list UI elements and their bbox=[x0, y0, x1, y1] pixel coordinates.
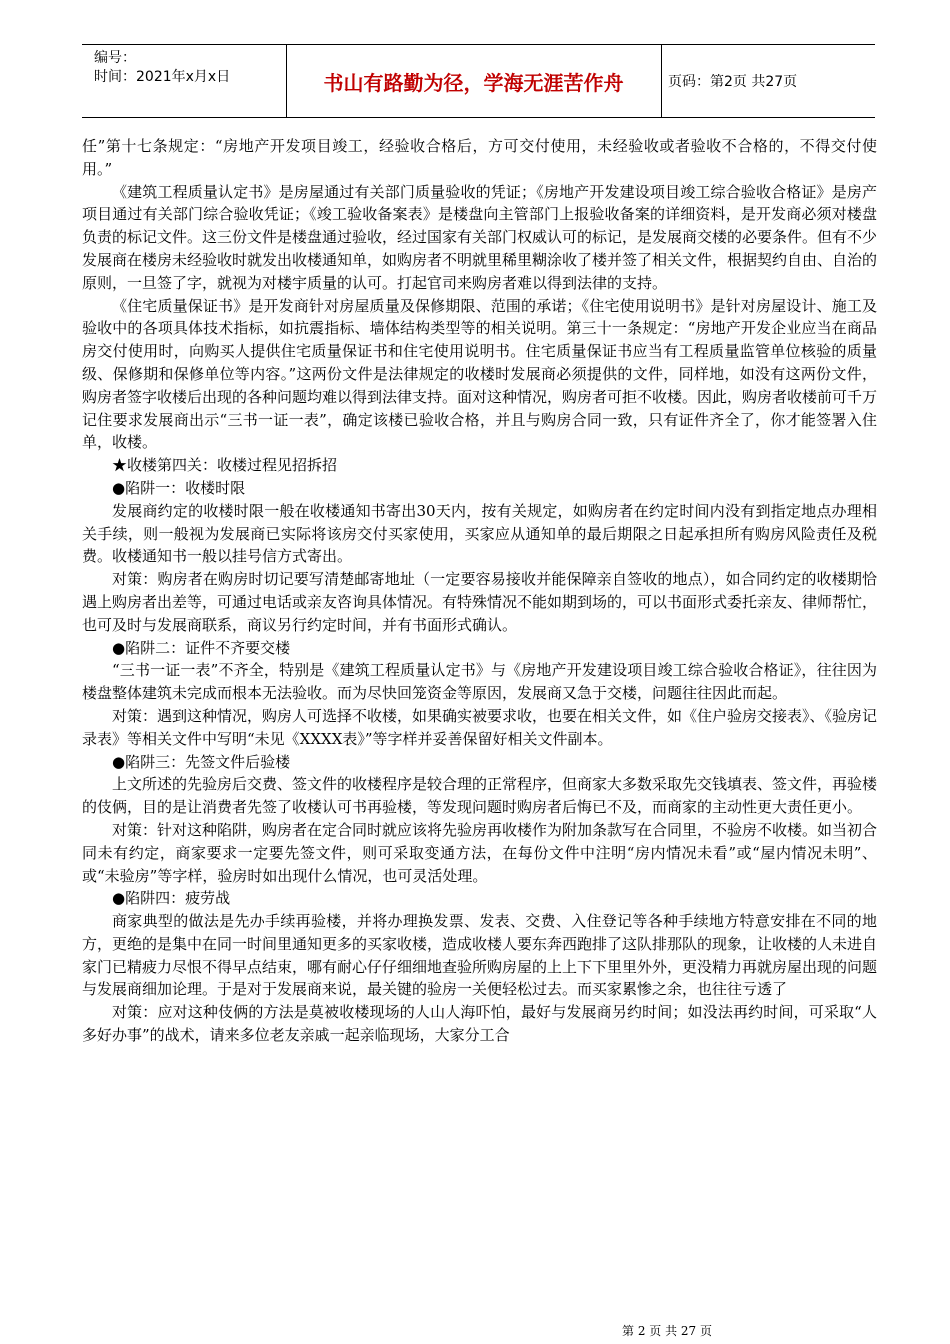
header-meta bbox=[94, 49, 230, 87]
section-heading: ★收楼第四关：收楼过程见招拆招 bbox=[112, 456, 338, 475]
document-body bbox=[82, 135, 877, 1047]
countermeasure-paragraph: 对策：应对这种伎俩的方法是莫被收楼现场的人山人海吓怕，最好与发展商另约时间；如没法再约时间，可采取“人多好办事”的战术，请来多位老友亲戚一起亲临现场，大家分工合 bbox=[82, 1003, 877, 1045]
header-page-number: 页码：第2页 共27页 bbox=[668, 74, 798, 90]
document-time-label: 时间：2021年x月x日 bbox=[94, 69, 231, 85]
countermeasure-paragraph: 对策：遇到这种情况，购房人可选择不收楼，如果确实被要求收，也要在相关文件，如《住户验房交接表》、《验房记录表》等相关文件中写明“未见《XXXX表》”等字样并妥善保留好相关文件副本。 bbox=[82, 706, 878, 748]
body-paragraph: 上文所述的先验房后交费、签文件的收楼程序是较合理的正常程序，但商家大多数采取先交钱填表、签文件，再验楼的伎俩，目的是让消费者先签了收楼认可书再验楼，等发现问题时购房者后悔已不及，而商家的主动性更大责任更小。 bbox=[82, 775, 878, 817]
trap-heading: ●陷阱四：疲劳战 bbox=[112, 889, 231, 908]
header-motto: 书山有路勤为径，学海无涯苦作舟 bbox=[323, 70, 624, 95]
body-paragraph: 《建筑工程质量认定书》是房屋通过有关部门质量验收的凭证；《房地产开发建设项目竣工综合验收合格证》是房产项目通过有关部门综合验收凭证；《竣工验收备案表》是楼盘向主管部门上报验收备案的详细资料，是开发商必须对楼盘负责的标记文件。这三份文件是楼盘通过验收，经过国家有关部门权威认可的标记，是发展商交楼的必要条件。但有不少发展商在楼房未经验收时就发出收楼通知单，如购房者不明就里稀里糊涂收了楼并签了相关文件，根据契约自由、自治的原则，一旦签了字，就视为对楼宇质量的认可。打起官司来购房者难以得到法律的支持。 bbox=[82, 182, 878, 292]
page-header bbox=[82, 44, 875, 118]
body-paragraph: 任”第十七条规定：“房地产开发项目竣工，经验收合格后，方可交付使用，未经验收或者验收不合格的，不得交付使用。” bbox=[82, 137, 877, 178]
body-paragraph: 商家典型的做法是先办手续再验楼，并将办理换发票、发表、交费、入住登记等各种手续地方特意安排在不同的地方，更绝的是集中在同一时间里通知更多的买家收楼，造成收楼人要东奔西跑排了这队排那队的现象，让收楼的人未进自家门已精疲力尽恨不得早点结束，哪有耐心仔仔细细地查验所购房屋的上上下下里里外外，更没精力再就房屋出现的问题与发展商细加论理。于是对于发展商来说，最关键的验房一关便轻松过去。而买家累惨之余，也往往亏透了 bbox=[82, 912, 878, 999]
body-paragraph: “三书一证一表”不齐全，特别是《建筑工程质量认定书》与《房地产开发建设项目竣工综合验收合格证》，往往因为楼盘整体建筑未完成而根本无法验收。而为尽快回笼资金等原因，发展商又急于交楼，问题往往因此而起。 bbox=[82, 661, 877, 703]
page-footer: 第 2 页 共 27 页 bbox=[622, 1324, 712, 1338]
trap-heading: ●陷阱一：收楼时限 bbox=[112, 478, 246, 497]
countermeasure-paragraph: 对策：针对这种陷阱，购房者在定合同时就应该将先验房再收楼作为附加条款写在合同里，不验房不收楼。如当初合同未有约定，商家要求一定要先签文件，则可采取变通方法，在每份文件中注明“房内情况未看”或“屋内情况未明”、或“未验房”等字样，验房时如出现什么情况，也可灵活处理。 bbox=[82, 820, 878, 885]
trap-heading: ●陷阱三：先签文件后验楼 bbox=[112, 752, 291, 771]
header-divider-right bbox=[661, 44, 662, 118]
body-paragraph: 《住宅质量保证书》是开发商针对房屋质量及保修期限、范围的承诺；《住宅使用说明书》是针对房屋设计、施工及验收中的各项具体技术指标，如抗震指标、墙体结构类型等的相关说明。第三十一条规定：“房地产开发企业应当在商品房交付使用时，向购买人提供住宅质量保证书和住宅使用说明书。住宅质量保证书应当有工程质量监管单位核验的质量级、保修期和保修单位等内容。”这两份文件是法律规定的收楼时发展商必须提供的文件，同样地，如没有这两份文件，购房者签字收楼后出现的各种问题均难以得到法律支持。面对这种情况，购房者可拒不收楼。因此，购房者收楼前可千万记住要求发展商出示“三书一证一表”，确定该楼已验收合格，并且与购房合同一致，只有证件齐全了，你才能签署入住单，收楼。 bbox=[82, 296, 878, 452]
countermeasure-paragraph: 对策：购房者在购房时切记要写清楚邮寄地址（一定要容易接收并能保障亲自签收的地点），如合同约定的收楼期恰遇上购房者出差等，可通过电话或亲友咨询具体情况。有特殊情况不能如期到场的，可以书面形式委托亲友、律师帮忙，也可及时与发展商联系，商议另行约定时间，并有书面形式确认。 bbox=[82, 570, 878, 634]
document-number-label: 编号： bbox=[94, 50, 136, 66]
body-paragraph: 发展商约定的收楼时限一般在收楼通知书寄出30天内，按有关规定，如购房者在约定时间内没有到指定地点办理相关手续，则一般视为发展商已实际将该房交付买家使用，买家应从通知单的最后期限之日起承担所有购房风险责任及税费。收楼通知书一般以挂号信方式寄出。 bbox=[82, 501, 877, 566]
trap-heading: ●陷阱二：证件不齐要交楼 bbox=[112, 638, 291, 657]
